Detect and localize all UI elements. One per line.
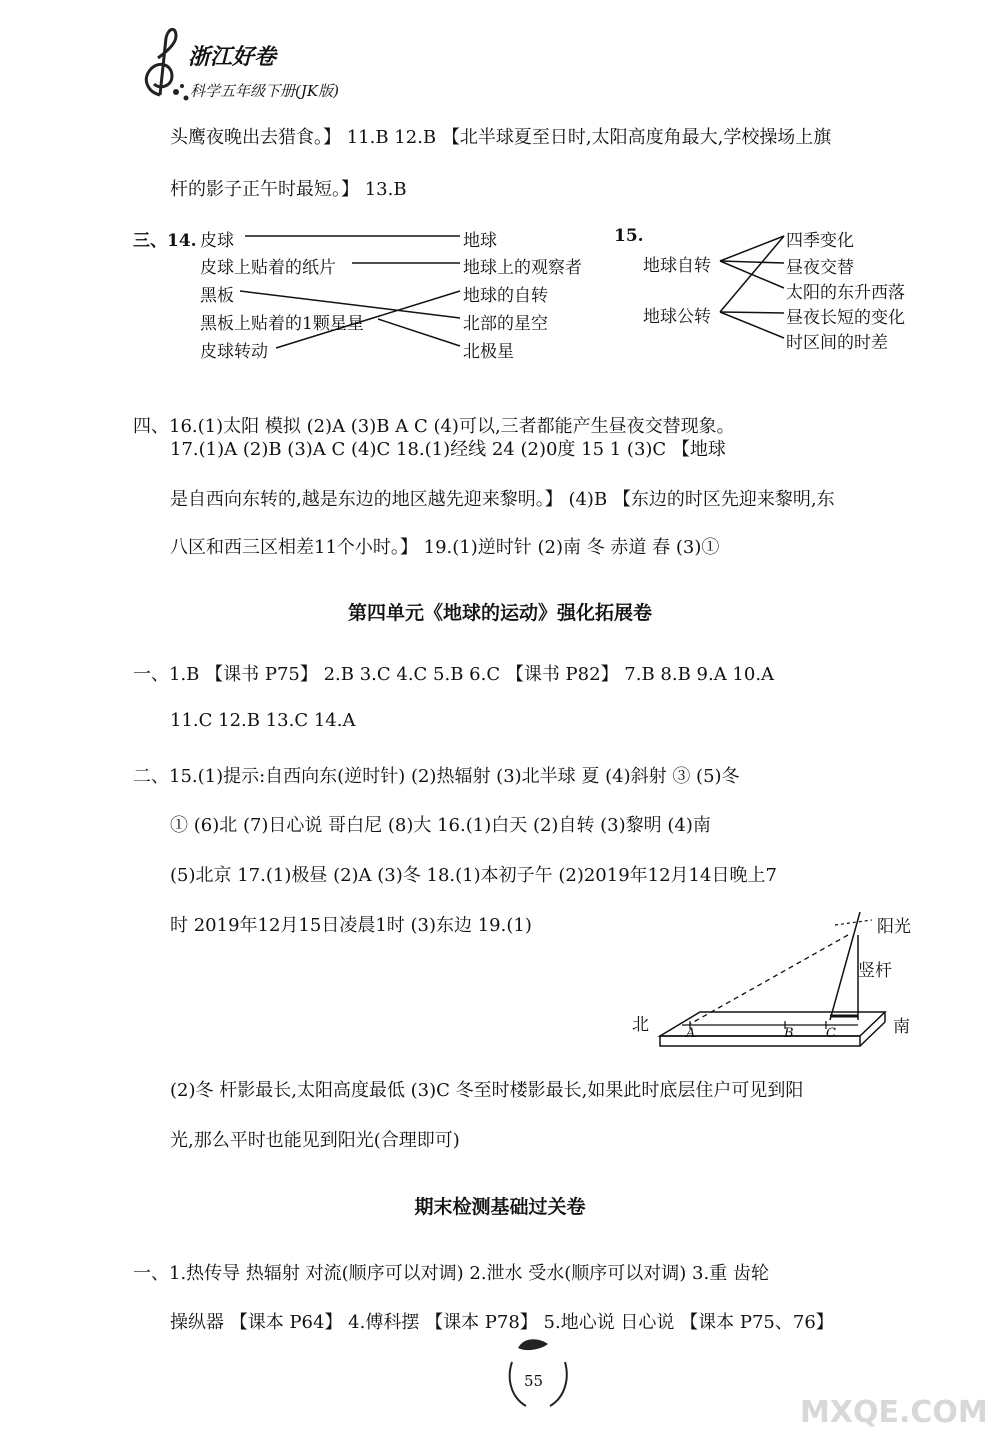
north-label: 北 — [632, 1015, 649, 1035]
answer-line: 时 2019年12月15日凌晨1时 (3)东边 19.(1) — [170, 915, 532, 936]
answer-line: 光,那么平时也能见到阳光(合理即可) — [170, 1130, 460, 1151]
q14-right-item: 北部的星空 — [463, 314, 548, 334]
sunlight-label: 阳光 — [877, 917, 911, 937]
answer-line: 一、1.热传导 热辐射 对流(顺序可以对调) 2.泄水 受水(顺序可以对调) 3.重 齿轮 — [133, 1263, 769, 1284]
q14-left-item: 皮球转动 — [200, 342, 268, 362]
section-title: 第四单元《地球的运动》强化拓展卷 — [347, 602, 652, 624]
answer-line: 是自西向东转的,越是东边的地区越先迎来黎明。】 (4)B 【东边的时区先迎来黎明,东 — [170, 489, 835, 510]
point-label: A — [686, 1026, 696, 1041]
point-label: B — [784, 1026, 794, 1041]
q14-right-item: 地球上的观察者 — [463, 258, 582, 278]
answer-line: 一、1.B 【课书 P75】 2.B 3.C 4.C 5.B 6.C 【课书 P82】 7.B 8.B 9.A 10.A — [133, 664, 775, 685]
q15-right-item: 昼夜长短的变化 — [786, 308, 905, 328]
q14-left-item: 皮球上贴着的纸片 — [200, 258, 336, 278]
q14-right-item: 地球的自转 — [463, 286, 548, 306]
answer-line: 二、15.(1)提示:自西向东(逆时针) (2)热辐射 (3)北半球 夏 (4)斜射 ③ (5)冬 — [133, 766, 740, 787]
q14-left-item: 黑板上贴着的1颗星星 — [200, 314, 364, 334]
q15-right-item: 昼夜交替 — [786, 258, 854, 278]
book-title: 浙江好卷 — [188, 44, 277, 70]
answer-line: (5)北京 17.(1)极昼 (2)A (3)冬 18.(1)本初子午 (2)2019年12月14日晚上7 — [170, 865, 777, 886]
page-number: 55 — [524, 1372, 544, 1390]
q14-right-item: 北极星 — [463, 342, 514, 362]
q14-label: 三、14. — [133, 231, 197, 251]
answer-line: ① (6)北 (7)日心说 哥白尼 (8)大 16.(1)白天 (2)自转 (3)黎明 (4)南 — [170, 815, 711, 836]
answer-line: 操纵器 【课本 P64】 4.傅科摆 【课本 P78】 5.地心说 日心说 【课本 P75、76】 — [170, 1312, 834, 1333]
q15-left-item: 地球公转 — [643, 307, 711, 327]
answer-line: 17.(1)A (2)B (3)A C (4)C 18.(1)经线 24 (2)0度 15 1 (3)C 【地球 — [170, 439, 726, 460]
section-title: 期末检测基础过关卷 — [414, 1196, 586, 1218]
q15-right-item: 太阳的东升西落 — [786, 283, 905, 303]
q15-label: 15. — [614, 226, 644, 246]
q14-left-item: 黑板 — [200, 286, 234, 306]
point-label: C — [826, 1026, 836, 1041]
book-subtitle: 科学五年级下册(JK版) — [190, 82, 339, 100]
answer-line: 四、16.(1)太阳 模拟 (2)A (3)B A C (4)可以,三者都能产生昼夜交替现象。 — [133, 416, 735, 437]
q14-right-item: 地球 — [463, 231, 497, 251]
south-label: 南 — [893, 1017, 910, 1037]
q15-right-item: 四季变化 — [786, 231, 854, 251]
q15-right-item: 时区间的时差 — [786, 333, 888, 353]
answer-line: 杆的影子正午时最短。】 13.B — [170, 179, 407, 200]
pole-label: 竖杆 — [858, 961, 892, 981]
answer-line: 11.C 12.B 13.C 14.A — [170, 710, 356, 731]
q14-left-item: 皮球 — [200, 231, 234, 251]
watermark: MXQE.COM — [800, 1395, 988, 1430]
answer-line: (2)冬 杆影最长,太阳高度最低 (3)C 冬至时楼影最长,如果此时底层住户可见到阳 — [170, 1080, 804, 1101]
q15-left-item: 地球自转 — [643, 256, 711, 276]
answer-line: 头鹰夜晚出去猎食。】 11.B 12.B 【北半球夏至日时,太阳高度角最大,学校操场上旗 — [170, 127, 832, 148]
answer-line: 八区和西三区相差11个小时。】 19.(1)逆时针 (2)南 冬 赤道 春 (3)① — [170, 537, 720, 558]
